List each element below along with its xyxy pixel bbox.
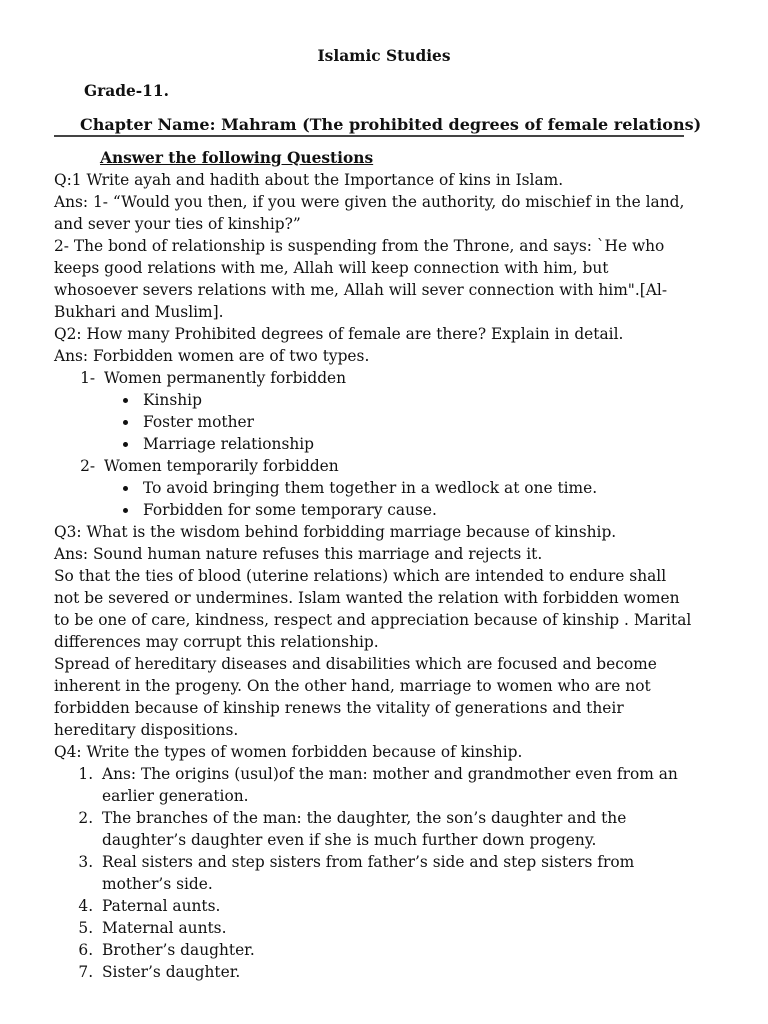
bullet-item: Forbidden for some temporary cause. [143, 499, 694, 521]
q1-answer-1: Ans: 1- “Would you then, if you were given the authority, do mischief in the land, and sever your ties of kinship?” [54, 193, 685, 233]
list-item [100, 367, 694, 389]
q1-question: Q:1 Write ayah and hadith about the Importance of kins in Islam. [54, 171, 564, 189]
chapter-label: Chapter Name [80, 115, 210, 134]
bullet-list [54, 389, 694, 455]
list-item: 1. Ans: The origins (usul)of the man: mother and grandmother even from an earlier generation. [98, 763, 694, 807]
bullet-item: To avoid bringing them together in a wedlock at one time. [143, 477, 694, 499]
list-item: 7. Sister’s daughter. [98, 961, 694, 983]
type-label: Women temporarily forbidden [104, 457, 339, 475]
grade-label: Grade-11. [84, 82, 169, 100]
q2-answer: Ans: Forbidden women are of two types. [54, 347, 370, 365]
q2-types-list [54, 455, 694, 477]
list-item: 3. Real sisters and step sisters from father’s side and step sisters from mother’s side. [98, 851, 694, 895]
page-title: Islamic Studies [317, 47, 451, 65]
q4-question: Q4: Write the types of women forbidden because of kinship. [54, 743, 523, 761]
type-label: Women permanently forbidden [104, 369, 347, 387]
chapter-heading [80, 115, 701, 134]
bullet-item: Foster mother [143, 411, 694, 433]
bullet-item: Kinship [143, 389, 694, 411]
bullet-list [54, 477, 694, 521]
q2-types-list [54, 367, 694, 389]
q1-answer-2: 2- The bond of relationship is suspending from the Throne, and says: `He who keeps good relations with me, Allah will keep connection with him, but whosoever severs relations with me, Allah will sever connection with him".[Al-Bukhari and Muslim]. [54, 237, 668, 321]
q3-question: Q3: What is the wisdom behind forbidding marriage because of kinship. [54, 523, 617, 541]
bullet-item: Marriage relationship [143, 433, 694, 455]
list-item: 2. The branches of the man: the daughter, the son’s daughter and the daughter’s daughter even if she is much further down progeny. [98, 807, 694, 851]
chapter-name: : Mahram (The prohibited degrees of female relations) [209, 115, 702, 134]
section-subheading: Answer the following Questions [100, 149, 374, 167]
list-item: 6. Brother’s daughter. [98, 939, 694, 961]
q3-paragraph-2: Spread of hereditary diseases and disabilities which are focused and become inherent in the progeny. On the other hand, marriage to women who are not forbidden because of kinship renews the vitality of generations and their hereditary dispositions. [54, 655, 657, 739]
q4-list [54, 763, 694, 983]
list-item [100, 455, 694, 477]
q3-answer: Ans: Sound human nature refuses this marriage and rejects it. [54, 545, 543, 563]
q3-paragraph-1: So that the ties of blood (uterine relations) which are intended to endure shall not be severed or undermines. Islam wanted the relation with forbidden women to be one of care, kindness, respect and appreciation because of kinship . Marital differences may corrupt this relationship. [54, 567, 692, 651]
document-body [54, 147, 694, 983]
list-item: 5. Maternal aunts. [98, 917, 694, 939]
q2-question: Q2: How many Prohibited degrees of female are there? Explain in detail. [54, 325, 624, 343]
list-item: 4. Paternal aunts. [98, 895, 694, 917]
horizontal-divider [54, 135, 684, 137]
